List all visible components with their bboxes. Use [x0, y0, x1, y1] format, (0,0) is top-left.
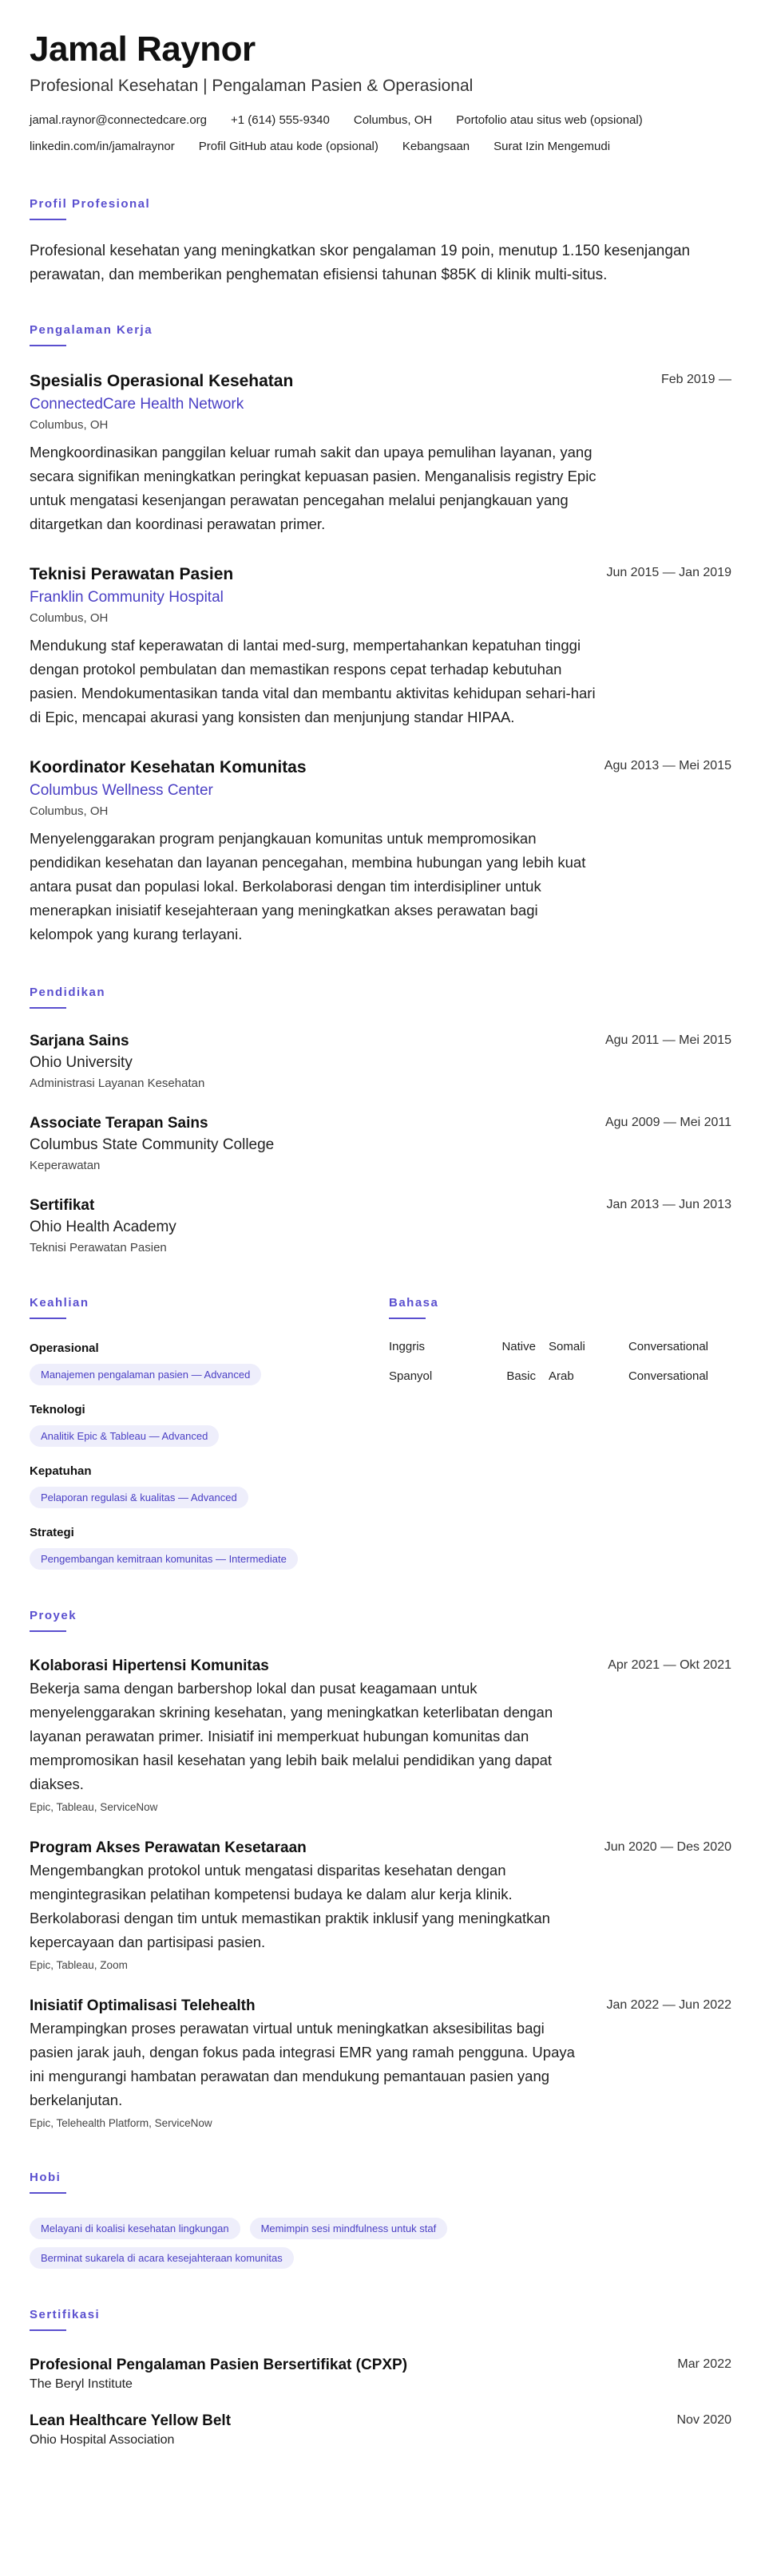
project-date: Apr 2021 — Okt 2021: [608, 1658, 731, 1672]
employer-name: Columbus Wellness Center: [30, 782, 213, 799]
job-title: Teknisi Perawatan Pasien: [30, 565, 234, 583]
project-date: Jan 2022 — Jun 2022: [606, 1998, 731, 2012]
project-title: Inisiatif Optimalisasi Telehealth: [30, 1997, 256, 2014]
portfolio-link[interactable]: Portofolio atau situs web (opsional): [456, 113, 643, 127]
certification-list: [30, 2355, 731, 2449]
language-level: Basic: [506, 1369, 536, 1383]
experience-entry: [30, 370, 731, 536]
degree-title: Sertifikat: [30, 1197, 95, 1214]
certification-title: Lean Healthcare Yellow Belt: [30, 2412, 232, 2429]
nationality-text: Kebangsaan: [402, 140, 470, 153]
summary-section: [30, 196, 731, 287]
section-title-summary: Profil Profesional: [30, 196, 731, 220]
project-tech: Epic, Tableau, ServiceNow: [30, 1801, 158, 1813]
project-entry: [30, 1838, 731, 1973]
skill-category: Teknologi: [30, 1403, 85, 1416]
language-level: Conversational: [628, 1340, 708, 1353]
job-description: Menyelenggarakan program penjangkauan komunitas untuk mempromosikan pendidikan kesehatan dan layanan pencegahan, membina hubungan yang lebih kuat antara pusat dan populasi lokal. Berkolaborasi dengan tim interdisipliner untuk menerapkan inisiatif kesejahteraan yang meningkatkan akses perawatan bagi kelompok yang kurang terlayani.: [30, 830, 586, 942]
section-title-experience: Pengalaman Kerja: [30, 322, 731, 346]
linkedin-link[interactable]: linkedin.com/in/jamalraynor: [30, 140, 175, 153]
github-link[interactable]: Profil GitHub atau kode (opsional): [198, 140, 379, 153]
job-location: Columbus, OH: [30, 611, 109, 625]
languages-section: [389, 1295, 716, 1570]
license-text: Surat Izin Mengemudi: [493, 140, 611, 153]
experience-entry: [30, 563, 731, 729]
section-title-hobbies: Hobi: [30, 2170, 731, 2194]
hobby-chip: Berminat sukarela di acara kesejahteraan komunitas: [30, 2247, 294, 2269]
project-tech: Epic, Telehealth Platform, ServiceNow: [30, 2117, 212, 2129]
phone-link[interactable]: +1 (614) 555-9340: [231, 113, 330, 127]
job-location: Columbus, OH: [30, 418, 109, 432]
skill-chip: Manajemen pengalaman pasien — Advanced: [30, 1364, 261, 1385]
job-date: Jun 2015 — Jan 2019: [606, 566, 731, 579]
skill-category: Kepatuhan: [30, 1464, 92, 1478]
experience-entry: [30, 757, 731, 946]
job-date: Feb 2019 —: [660, 373, 731, 386]
skills-section: [30, 1295, 389, 1570]
employer-name: Franklin Community Hospital: [30, 589, 224, 606]
email-link[interactable]: jamal.raynor@connectedcare.org: [30, 113, 208, 127]
section-title-certifications: Sertifikasi: [30, 2307, 731, 2331]
education-list: [30, 1031, 731, 1257]
project-description: Bekerja sama dengan barbershop lokal dan pusat keagamaan untuk menyelenggarakan skrining kesehatan, yang meningkatkan keterlibatan dengan layanan perawatan primer. Inisiatif ini memperkuat hubungan komunitas dan mempromosikan hasil kesehatan yang lebih baik melalui pendidikan yang dapat diakses.: [30, 1680, 553, 1792]
experience-list: [30, 370, 731, 946]
job-location: Columbus, OH: [30, 804, 109, 818]
skill-group: [30, 1463, 389, 1508]
language-name: Inggris: [389, 1340, 426, 1353]
hobby-chip: Melayani di koalisi kesehatan lingkungan: [30, 2218, 240, 2239]
candidate-name: Jamal Raynor: [30, 30, 256, 69]
skill-group: [30, 1340, 389, 1385]
section-title-education: Pendidikan: [30, 985, 731, 1009]
contact-info: [30, 112, 731, 164]
education-date: Agu 2011 — Mei 2015: [604, 1033, 731, 1047]
job-title: Spesialis Operasional Kesehatan: [30, 372, 294, 390]
section-title-skills: Keahlian: [30, 1295, 389, 1319]
project-description: Merampingkan proses perawatan virtual untuk meningkatkan aksesibilitas bagi pasien jarak jauh, dengan fokus pada integrasi EMR yang ramah pengguna. Upaya ini mengurangi hambatan perawatan dan mendukung pemantauan pasien yang berkelanjutan.: [30, 2020, 575, 2108]
section-title-projects: Proyek: [30, 1608, 731, 1632]
job-title: Koordinator Kesehatan Komunitas: [30, 758, 307, 776]
project-entry: [30, 1656, 731, 1815]
language-level: Conversational: [628, 1369, 708, 1383]
skill-chip: Analitik Epic & Tableau — Advanced: [30, 1425, 219, 1447]
school-name: Columbus State Community College: [30, 1136, 275, 1153]
certifications-section: [30, 2307, 731, 2449]
study-field: Teknisi Perawatan Pasien: [30, 1241, 167, 1254]
language-name: Arab: [549, 1369, 574, 1383]
certification-date: Mar 2022: [677, 2357, 731, 2371]
certification-entry: [30, 2411, 731, 2449]
degree-title: Associate Terapan Sains: [30, 1115, 208, 1132]
skills-list: [30, 1340, 389, 1570]
certification-issuer: Ohio Hospital Association: [30, 2433, 175, 2447]
resume-header: [30, 29, 731, 164]
project-date: Jun 2020 — Des 2020: [604, 1840, 731, 1854]
experience-section: [30, 322, 731, 946]
skills-languages-row: [30, 1295, 731, 1570]
language-list: [389, 1340, 716, 1383]
education-entry: [30, 1195, 731, 1257]
job-description: Mengkoordinasikan panggilan keluar rumah sakit dan upaya pemulihan layanan, yang secara signifikan meningkatkan peringkat kepuasan pasien. Menganalisis registry Epic untuk mengatasi kesenjangan perawatan pencegahan melalui penjangkauan yang ditargetkan dan koordinasi perawatan primer.: [30, 444, 597, 532]
school-name: Ohio Health Academy: [30, 1219, 176, 1235]
hobbies-section: [30, 2170, 731, 2269]
skill-category: Operasional: [30, 1341, 99, 1355]
certification-issuer: The Beryl Institute: [30, 2377, 133, 2391]
hobby-chip: Memimpin sesi mindfulness untuk staf: [250, 2218, 448, 2239]
projects-section: [30, 1608, 731, 2132]
certification-entry: [30, 2355, 731, 2393]
project-tech: Epic, Tableau, Zoom: [30, 1959, 128, 1971]
degree-title: Sarjana Sains: [30, 1033, 129, 1049]
education-entry: [30, 1113, 731, 1175]
job-date: Agu 2013 — Mei 2015: [604, 759, 731, 772]
location-text: Columbus, OH: [353, 113, 433, 127]
skill-chip: Pengembangan kemitraan komunitas — Intermediate: [30, 1548, 298, 1570]
headline: Profesional Kesehatan | Pengalaman Pasien & Operasional: [30, 77, 474, 95]
project-description: Mengembangkan protokol untuk mengatasi disparitas kesehatan dengan mengintegrasikan pelatihan kompetensi budaya ke dalam alur kerja klinik. Berkolaborasi dengan tim untuk memastikan praktik inklusif yang meningkatkan kepercayaan dan partisipasi pasien.: [30, 1862, 550, 1950]
skill-group: [30, 1524, 389, 1570]
project-entry: [30, 1996, 731, 2132]
skill-chip: Pelaporan regulasi & kualitas — Advanced: [30, 1487, 248, 1508]
study-field: Administrasi Layanan Kesehatan: [30, 1077, 205, 1090]
certification-date: Nov 2020: [676, 2413, 731, 2427]
certification-title: Profesional Pengalaman Pasien Bersertifikat (CPXP): [30, 2357, 408, 2373]
education-date: Agu 2009 — Mei 2011: [604, 1116, 731, 1129]
section-title-languages: Bahasa: [389, 1295, 716, 1319]
school-name: Ohio University: [30, 1054, 133, 1071]
skill-group: [30, 1401, 389, 1447]
employer-name: ConnectedCare Health Network: [30, 396, 244, 413]
language-name: Somali: [549, 1340, 585, 1353]
education-date: Jan 2013 — Jun 2013: [606, 1198, 731, 1211]
language-name: Spanyol: [389, 1369, 433, 1383]
hobby-list: [30, 2210, 589, 2269]
study-field: Keperawatan: [30, 1159, 101, 1172]
summary-text: Profesional kesehatan yang meningkatkan skor pengalaman 19 poin, menutup 1.150 kesenjangan perawatan, dan memberikan penghematan efisiensi tahunan $85K di klinik multi-situs.: [30, 243, 691, 283]
project-title: Kolaborasi Hipertensi Komunitas: [30, 1657, 269, 1674]
education-entry: [30, 1031, 731, 1092]
skill-category: Strategi: [30, 1526, 74, 1539]
project-list: [30, 1656, 731, 2132]
job-description: Mendukung staf keperawatan di lantai med-surg, mempertahankan kepatuhan tinggi dengan protokol pembulatan dan memastikan respons cepat terhadap kebutuhan pasien. Mendokumentasikan tanda vital dan membantu aktivitas kehidupan sehari-hari di Epic, mencapai akurasi yang konsisten dan menjunjung standar HIPAA.: [30, 637, 596, 725]
education-section: [30, 985, 731, 1257]
project-title: Program Akses Perawatan Kesetaraan: [30, 1839, 307, 1856]
language-level: Native: [501, 1340, 536, 1353]
